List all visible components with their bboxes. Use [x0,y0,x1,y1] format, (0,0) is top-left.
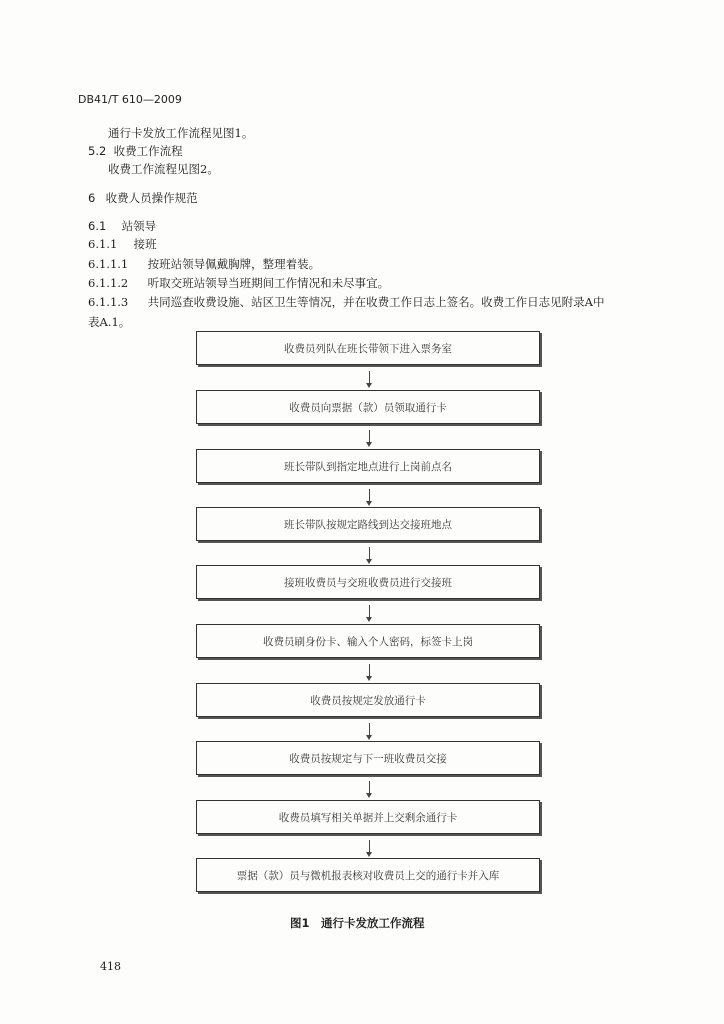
flow-step-box: 收费员填写相关单据并上交剩余通行卡 [196,800,540,834]
section-title: 收费工作流程 [113,144,183,158]
flow-step-box: 收费员按规定与下一班收费员交接 [196,741,540,775]
clause-number: 6.1.1.2 [88,276,129,290]
flow-arrow [366,781,372,799]
flow-step-box: 收费员列队在班长带领下进入票务室 [196,331,540,365]
clause-number: 6.1.1 [88,237,118,251]
clause-text: 接班 [133,237,157,251]
clause-text: 表A.1。 [88,315,131,329]
flow-step-box: 收费员向票据（款）员领取通行卡 [196,390,540,424]
figure-caption: 图1 通行卡发放工作流程 [290,916,425,930]
flow-arrow [366,723,372,741]
paragraph-text: 收费工作流程见图2。 [108,162,219,176]
flow-arrow [366,371,372,389]
clause-continuation [88,314,130,330]
flow-arrow [366,547,372,565]
section-number: 5.2 [88,144,107,158]
page-number: 418 [100,960,121,973]
section-title: 站领导 [121,219,157,233]
flow-step-box: 票据（款）员与微机报表核对收费员上交的通行卡并入库 [196,858,540,892]
clause-6-1-1 [88,236,157,252]
section-number: 6.1 [88,219,107,233]
section-heading-6 [88,190,198,206]
flow-step-box: 班长带队按规定路线到达交接班地点 [196,507,540,541]
clause-number: 6.1.1.1 [88,257,129,271]
clause-number: 6.1.1.3 [88,295,129,309]
clause-text: 听取交班站领导当班期间工作情况和未尽事宜。 [147,276,390,290]
flow-arrow [366,605,372,623]
flow-arrow [366,430,372,448]
clause-text: 按班站领导佩戴胸牌，整理着装。 [147,257,321,271]
section-heading-5-2 [88,143,183,159]
flow-step-box: 收费员刷身份卡、输入个人密码，标签卡上岗 [196,624,540,658]
section-title: 收费人员操作规范 [105,191,198,205]
paragraph-text: 通行卡发放工作流程见图1。 [108,126,254,140]
flow-step-box: 接班收费员与交班收费员进行交接班 [196,565,540,599]
document-code-header: DB41/T 610—2009 [78,93,182,106]
flow-step-box: 班长带队到指定地点进行上岗前点名 [196,449,540,483]
paragraph-figure-reference [108,125,253,141]
paragraph-figure-reference [108,161,219,177]
flow-arrow [366,664,372,682]
clause-6-1-1-1 [88,256,320,272]
clause-6-1-1-3 [88,294,604,310]
section-heading-6-1 [88,218,156,234]
clause-6-1-1-2 [88,275,389,291]
flow-arrow [366,489,372,507]
flow-step-box: 收费员按规定发放通行卡 [196,683,540,717]
flow-arrow [366,840,372,858]
clause-text: 共同巡查收费设施、站区卫生等情况，并在收费工作日志上签名。收费工作日志见附录A中 [147,295,605,309]
section-number: 6 [88,191,96,205]
